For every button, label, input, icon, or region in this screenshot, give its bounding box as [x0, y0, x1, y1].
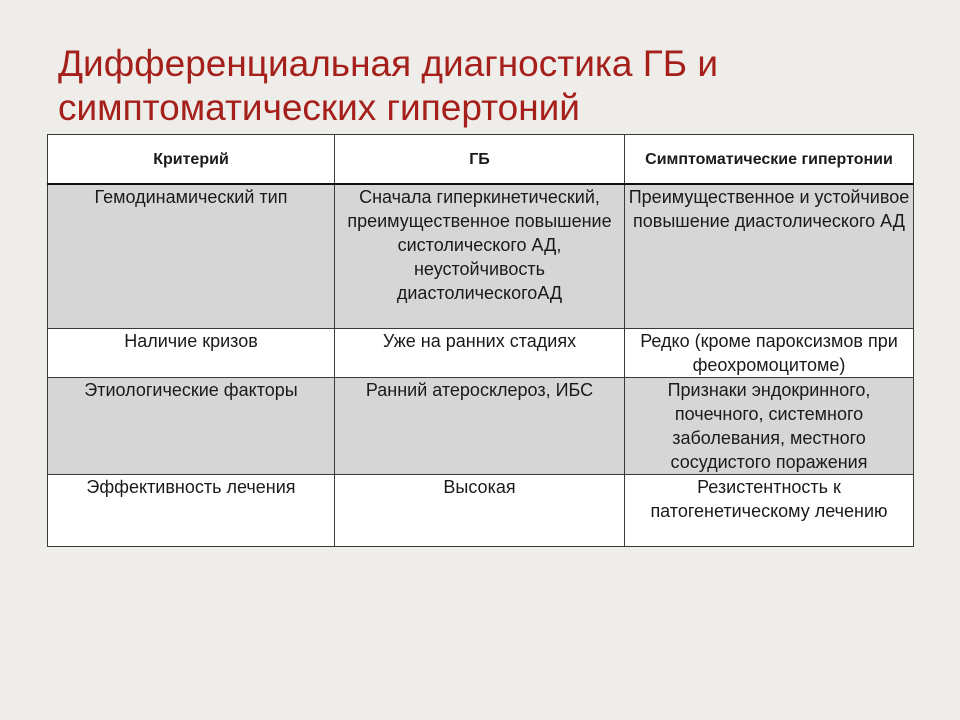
- slide-title-line-2: симптоматических гипертоний: [58, 87, 580, 128]
- table-row: [48, 328, 914, 377]
- cell-criterion: Этиологические факторы: [48, 377, 335, 474]
- cell-criterion: Гемодинамический тип: [48, 184, 335, 328]
- header-gb: ГБ: [335, 135, 625, 185]
- cell-gb: Высокая: [335, 474, 625, 546]
- table-row: [48, 474, 914, 546]
- header-symptomatic: Симптоматические гипертонии: [625, 135, 914, 185]
- diagnosis-table: [47, 134, 914, 547]
- cell-gb: Уже на ранних стадиях: [335, 328, 625, 377]
- cell-criterion: Наличие кризов: [48, 328, 335, 377]
- cell-criterion: Эффективность лечения: [48, 474, 335, 546]
- cell-symptomatic: Признаки эндокринного, почечного, системного заболевания, местного сосудистого поражения: [625, 377, 914, 474]
- slide-title-line-1: Дифференциальная диагностика ГБ и: [58, 43, 718, 84]
- cell-symptomatic: Преимущественное и устойчивое повышение диастолического АД: [625, 184, 914, 328]
- table-row: [48, 377, 914, 474]
- cell-symptomatic: Редко (кроме пароксизмов при феохромоцитоме): [625, 328, 914, 377]
- table-row: [48, 184, 914, 328]
- cell-gb: Ранний атеросклероз, ИБС: [335, 377, 625, 474]
- cell-gb: Сначала гиперкинетический, преимущественное повышение систолического АД, неустойчивость диастолическогоАД: [335, 184, 625, 328]
- table-header-row: [48, 135, 914, 185]
- header-criterion: Критерий: [48, 135, 335, 185]
- cell-symptomatic: Резистентность к патогенетическому лечению: [625, 474, 914, 546]
- slide-title: [58, 42, 918, 130]
